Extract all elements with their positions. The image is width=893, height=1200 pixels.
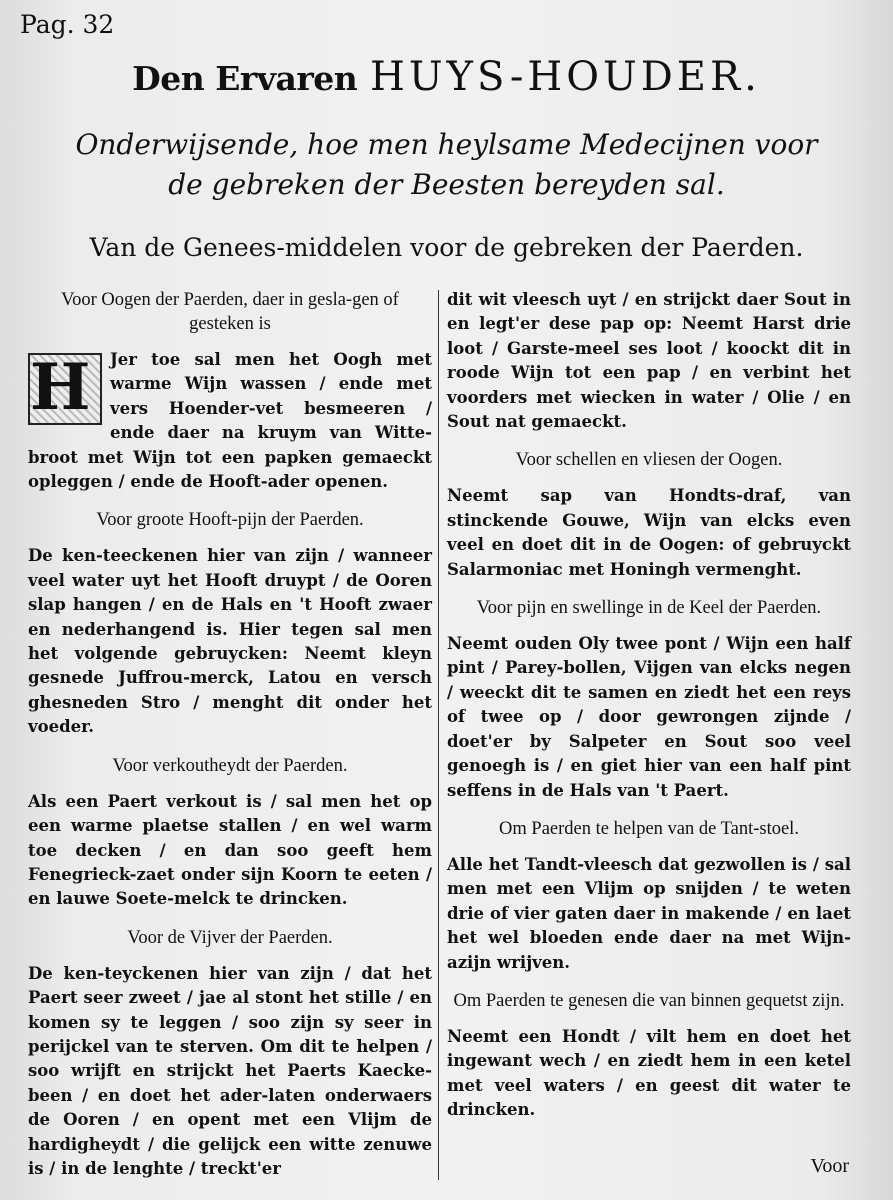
recipe-heading: Om Paerden te helpen van de Tant-stoel. xyxy=(499,818,799,839)
page-title xyxy=(0,54,893,100)
recipe-text: Neemt een Hondt / vilt hem en doet het ingewant wech / en ziedt hem in een ketel met veel waters / en geest dit water te drincken. xyxy=(447,1026,851,1120)
recipe-heading: Voor verkoutheydt der Paerden. xyxy=(112,755,348,776)
subtitle-line-2: de gebreken der Beesten bereyden sal. xyxy=(168,168,725,201)
page-number: Pag. 32 xyxy=(20,10,115,39)
title-blackletter: Den Ervaren xyxy=(132,59,358,98)
recipe-text: Alle het Tandt-vleesch dat gezwollen is / sal men met een Vlijm op snijden / te weten drie of vier gaten daer in makende / en laet het wel bloeden ende daer na met Wijn-azijn wrijven. xyxy=(447,854,851,972)
catchword: Voor xyxy=(810,1155,849,1177)
recipe-text xyxy=(28,348,432,494)
subtitle xyxy=(0,125,893,205)
recipe-text: De ken-teeckenen hier van zijn / wanneer veel water uyt het Hooft druypt / de Ooren slap hangen / en de Hals en 't Hooft zwaer en nederhangend is. Hier tegen sal men het volgende gebruycken: Neemt kleyn gesnede Juffrou-merck, Latou en versch ghesneden Stro / menght dit onder het voeder. xyxy=(28,546,432,737)
recipe-heading: Voor schellen en vliesen der Oogen. xyxy=(515,450,783,471)
recipe-heading: Voor groote Hooft-pijn der Paerden. xyxy=(96,510,364,531)
right-column xyxy=(447,288,851,1137)
column-divider xyxy=(438,290,439,1180)
recipe-text: Als een Paert verkout is / sal men het op een warme plaetse stallen / en wel warm toe decken / en dan soo geeft hem Fenegrieck-zaet onder sijn Koorn te eeten / en lauwe Soete-melck te drincken. xyxy=(28,791,432,909)
recipe-text: dit wit vleesch uyt / en strijckt daer Sout in en legt'er dese pap op: Neemt Harst drie loot / Garste-meel ses loot / koockt dit in roode Wijn tot een pap / en verbint het voorders met wiecken in water / Olie / en Sout nat gemaeckt. xyxy=(447,290,851,432)
recipe-heading: Voor Oogen der Paerden, daer in gesla-gen of gesteken is xyxy=(61,290,399,334)
recipe-text: Neemt ouden Oly twee pont / Wijn een half pint / Parey-bollen, Vijgen van elcks negen / weeckt dit te samen en ziedt het een reys of twee op / door gewrongen zijnde / doet'er by Salpeter en Sout soo veel genoegh is / en giet hier van een half pint seffens in de Hals van 't Paert. xyxy=(447,634,851,800)
recipe-text: Neemt sap van Hondts-draf, van stinckende Gouwe, Wijn van elcks even veel en doet dit in de Oogen: of gebruyckt Salarmoniac met Honingh vermenght. xyxy=(447,486,851,579)
recipe-heading: Om Paerden te genesen die van binnen gequetst zijn. xyxy=(453,990,845,1011)
title-roman: HUYS-HOUDER. xyxy=(369,54,761,100)
section-title: Van de Genees-middelen voor de gebreken der Paerden. xyxy=(89,233,804,262)
drop-cap: H xyxy=(28,353,102,425)
recipe-text: De ken-teyckenen hier van zijn / dat het Paert seer zweet / jae al stont het stille / en komen sy te leggen / soo zijn sy seer in perijckel van te sterven. Om dit te helpen / soo wrijft en strijckt het Paerts Kaecke-been / en doet het ader-laten onderwaers de Ooren / en opent met een Vlijm de hardigheydt / die gelijck een witte zenuwe is / in de lenghte / treckt'er xyxy=(28,963,432,1178)
recipe-heading: Voor pijn en swellinge in de Keel der Paerden. xyxy=(476,598,822,619)
left-column xyxy=(28,288,432,1195)
subtitle-line-1: Onderwijsende, hoe men heylsame Medecijnen voor xyxy=(75,128,818,161)
recipe-heading: Voor de Vijver der Paerden. xyxy=(127,927,333,948)
recipe-text-body: Jer toe sal men het Oogh met warme Wijn wassen / ende met vers Hoender-vet besmeeren / ende daer na kruym van Witte-broot met Wijn tot een papken gemaeckt opleggen / ende de Hooft-ader openen. xyxy=(28,350,432,492)
